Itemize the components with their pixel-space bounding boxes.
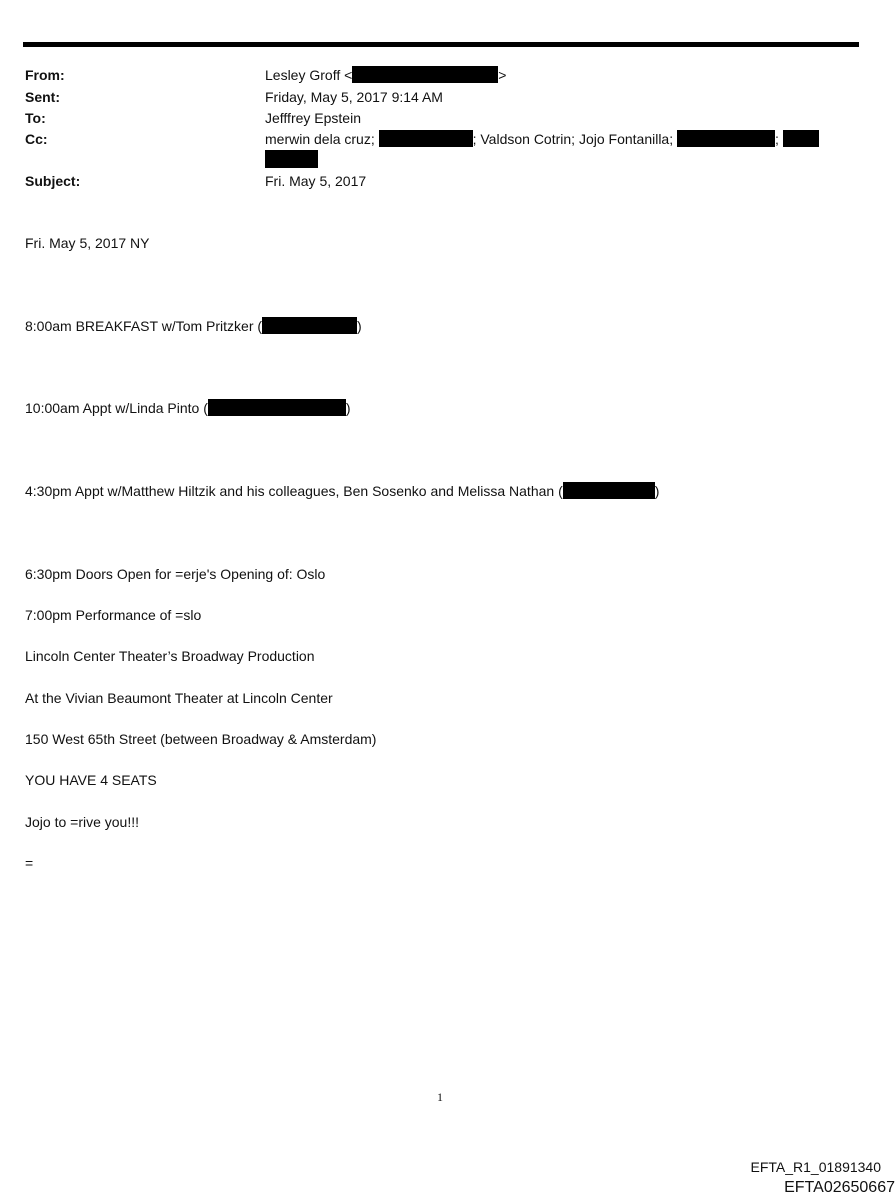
- cc-value: [265, 130, 819, 148]
- line-production: Lincoln Center Theater’s Broadway Production: [25, 648, 315, 664]
- from-label: From:: [25, 67, 65, 83]
- redaction-box: [265, 150, 318, 168]
- schedule-item-breakfast: [25, 317, 362, 335]
- cc-part-1: merwin dela cruz;: [265, 131, 375, 147]
- from-value: [265, 66, 506, 84]
- header-rule: [23, 42, 859, 47]
- from-name: Lesley Groff <: [265, 67, 353, 83]
- page-number: 1: [437, 1090, 443, 1104]
- date-line: Fri. May 5, 2017 NY: [25, 235, 150, 251]
- redaction-box: [783, 130, 819, 147]
- cc-part-2: ; Valdson Cotrin; Jojo Fontanilla;: [472, 131, 674, 147]
- subject-value: Fri. May 5, 2017: [265, 173, 367, 189]
- bates-number-2: EFTA02650667: [784, 1179, 895, 1196]
- schedule-item-close: ): [345, 400, 351, 416]
- bates-number-1: EFTA_R1_01891340: [750, 1159, 881, 1175]
- line-address: 150 West 65th Street (between Broadway & Amsterdam): [25, 731, 377, 747]
- redaction-box: [262, 317, 357, 334]
- redaction-box: [352, 66, 498, 83]
- schedule-item-text: 4:30pm Appt w/Matthew Hiltzik and his colleagues, Ben Sosenko and Melissa Nathan (: [25, 483, 563, 499]
- cc-part-3: ;: [775, 131, 779, 147]
- schedule-item-appt-pinto: [25, 399, 351, 417]
- schedule-item-text: 10:00am Appt w/Linda Pinto (: [25, 400, 208, 416]
- schedule-item-text: 8:00am BREAKFAST w/Tom Pritzker (: [25, 318, 263, 334]
- line-doors-open: 6:30pm Doors Open for =erje's Opening of: Oslo: [25, 566, 326, 582]
- schedule-item-close: ): [654, 483, 660, 499]
- line-drive: Jojo to =rive you!!!: [25, 814, 140, 830]
- line-end: =: [25, 855, 34, 871]
- line-performance: 7:00pm Performance of =slo: [25, 607, 202, 623]
- sent-label: Sent:: [25, 89, 60, 105]
- sent-value: Friday, May 5, 2017 9:14 AM: [265, 89, 443, 105]
- redaction-box: [563, 482, 655, 499]
- line-seats: YOU HAVE 4 SEATS: [25, 772, 157, 788]
- redaction-box: [208, 399, 346, 416]
- cc-label: Cc:: [25, 131, 48, 147]
- redaction-box: [677, 130, 775, 147]
- to-label: To:: [25, 110, 46, 126]
- redaction-box: [379, 130, 473, 147]
- from-close: >: [498, 67, 507, 83]
- schedule-item-close: ): [357, 318, 362, 334]
- schedule-item-appt-hiltzik: [25, 482, 659, 500]
- line-venue: At the Vivian Beaumont Theater at Lincoln Center: [25, 690, 333, 706]
- subject-label: Subject:: [25, 173, 81, 189]
- to-value: Jefffrey Epstein: [265, 110, 361, 126]
